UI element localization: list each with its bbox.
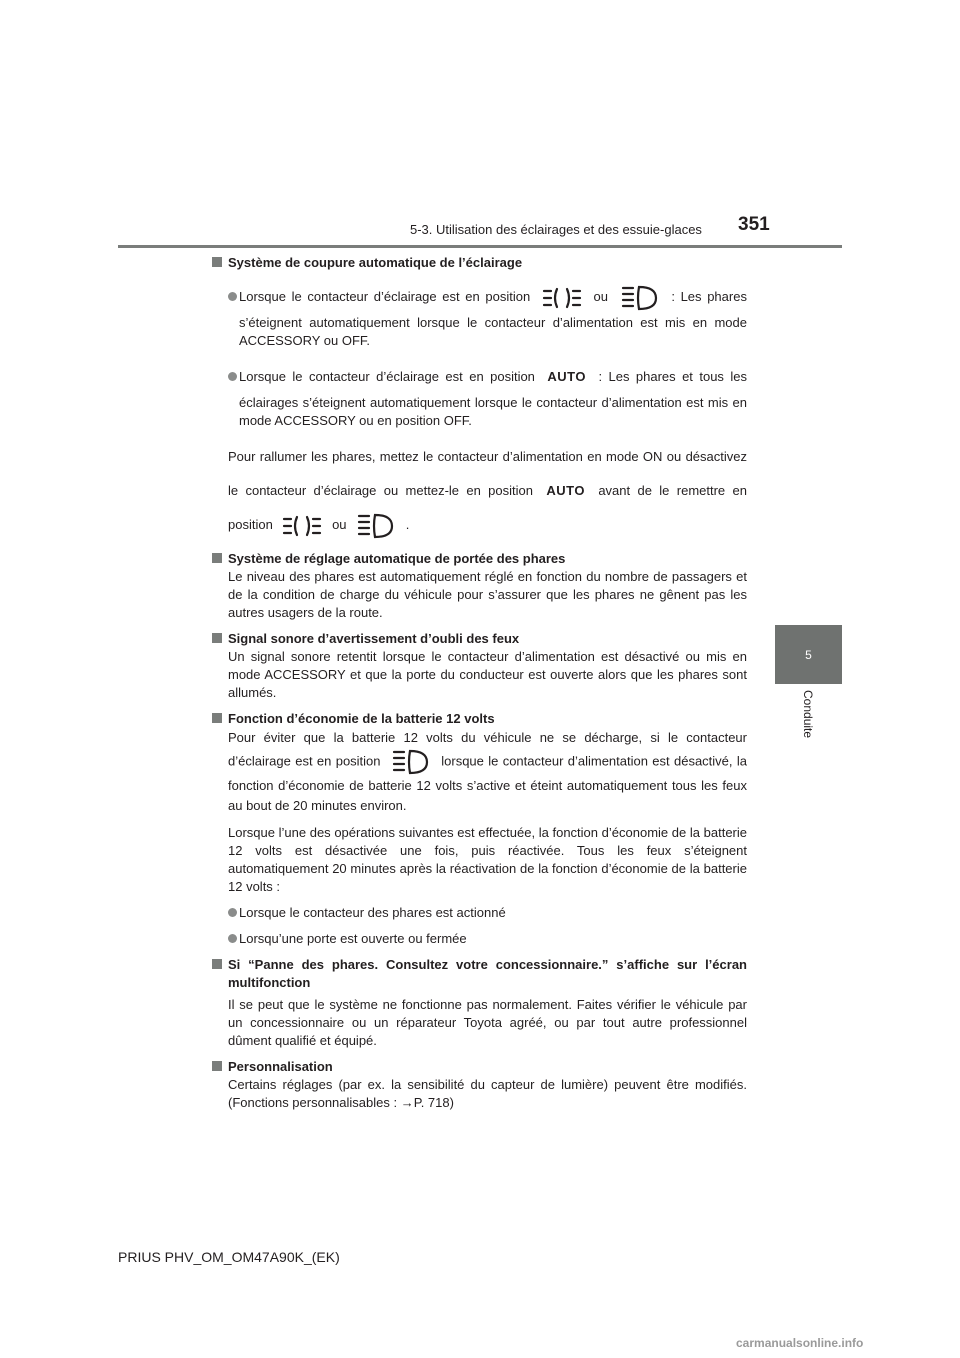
- chapter-label: Conduite: [801, 690, 815, 739]
- headlight-icon: [620, 284, 660, 312]
- bullet-icon: [228, 908, 237, 917]
- tail-lights-icon: [282, 514, 322, 538]
- paragraph: Un signal sonore retentit lorsque le contacteur d’alimentation est désactivé ou mis en mode ACCESSORY et que la porte du conducteur est ouverte alors que les phares sont allumés.: [228, 649, 747, 700]
- section-title: Personnalisation: [212, 1058, 747, 1076]
- section-title: Si “Panne des phares. Consultez votre concessionnaire.” s’affiche sur l’écran multifonction: [212, 956, 747, 992]
- page-content: [212, 254, 747, 1112]
- header-rule: [118, 245, 842, 248]
- running-header: 5-3. Utilisation des éclairages et des essuie-glaces: [410, 222, 702, 237]
- section-title: Fonction d’économie de la batterie 12 volts: [212, 710, 747, 728]
- bullet-icon: [228, 292, 237, 301]
- list-item: Lorsque le contacteur des phares est actionné: [228, 904, 747, 922]
- auto-mode-icon: AUTO: [547, 369, 586, 384]
- list-item: Lorsque le contacteur d’éclairage est en position AUTO : Les phares et tous les éclairages s’éteignent automatiquement lorsque le contacteur d’alimentation est mis en mode ACCESSORY ou en position OFF.: [228, 360, 747, 430]
- tail-lights-icon: [542, 286, 582, 310]
- headlight-icon: [356, 512, 396, 540]
- section-title: Signal sonore d’avertissement d’oubli des feux: [212, 630, 747, 648]
- paragraph: Le niveau des phares est automatiquement réglé en fonction du nombre de passagers et de la condition de charge du véhicule pour s’assurer que les phares ne gênent pas les autres usagers de la route.: [228, 569, 747, 620]
- section-title: Système de réglage automatique de portée des phares: [212, 550, 747, 568]
- headlight-icon: [391, 748, 431, 776]
- list-item: Lorsqu’une porte est ouverte ou fermée: [228, 930, 747, 948]
- paragraph: Lorsque l’une des opérations suivantes est effectuée, la fonction d’économie de la batterie 12 volts est désactivée une fois, puis réactivée. Tous les feux s’éteignent automatiquement 20 minutes après la réactivation de la fonction d’économie de la batterie 12 volts :: [228, 825, 747, 894]
- bullet-icon: [228, 372, 237, 381]
- section-title: Système de coupure automatique de l’éclairage: [212, 254, 747, 272]
- watermark: carmanualsonline.info: [736, 1336, 864, 1350]
- chapter-tab: 5: [775, 625, 842, 684]
- footer-model-code: PRIUS PHV_OM_OM47A90K_(EK): [118, 1249, 340, 1265]
- paragraph: Certains réglages (par ex. la sensibilité du capteur de lumière) peuvent être modifiés. (Fonctions personnalisables : →P. 718): [228, 1077, 747, 1110]
- paragraph: Pour rallumer les phares, mettez le contacteur d’alimentation en mode ON ou désactivez le contacteur d’éclairage ou mettez-le en position AUTO avant de le remettre en position ou .: [228, 440, 747, 542]
- arrow-icon: →: [400, 1095, 414, 1110]
- paragraph: Il se peut que le système ne fonctionne pas normalement. Faites vérifier le véhicule par un concessionnaire ou un réparateur Toyota agréé, ou par tout autre professionnel dûment qualifié et équipé.: [228, 997, 747, 1048]
- auto-mode-icon: AUTO: [546, 483, 585, 498]
- bullet-icon: [228, 934, 237, 943]
- page-number: 351: [738, 214, 770, 235]
- paragraph: Pour éviter que la batterie 12 volts du véhicule ne se décharge, si le contacteur d’éclairage est en position lorsque le contacteur d’alimentation est désactivé, la fonction d’économie de batterie 12 volts s’active et éteint automatiquement tous les feux au bout de 20 minutes environ.: [228, 730, 747, 813]
- list-item: Lorsque le contacteur d’éclairage est en position ou : Les phares s’éteignent automatiquement lorsque le contacteur d’alimentation est mis en mode ACCESSORY ou OFF.: [228, 280, 747, 350]
